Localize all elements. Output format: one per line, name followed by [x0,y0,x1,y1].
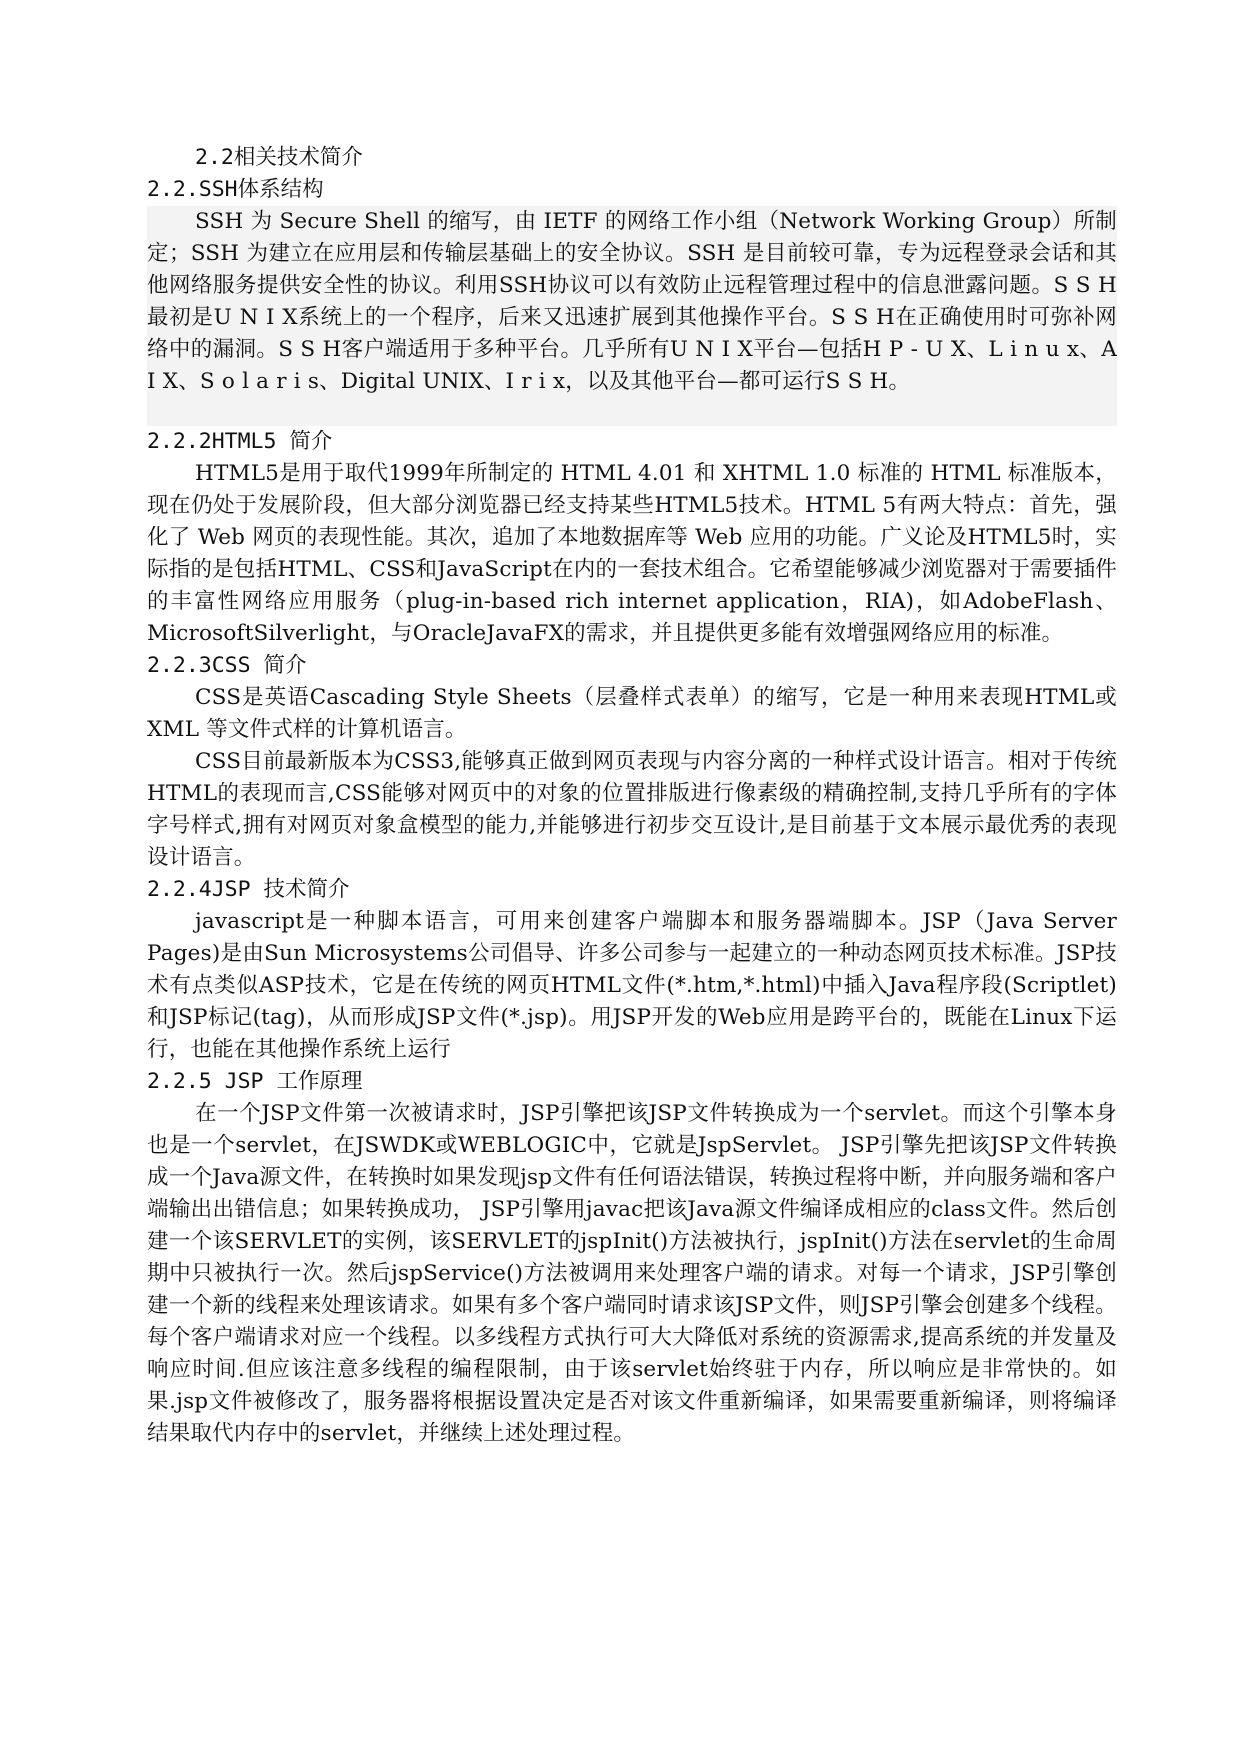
section-heading-ssh: 2.2.SSH体系结构 [147,177,324,202]
jsp-principle-paragraph: 在一个JSP文件第一次被请求时，JSP引擎把该JSP文件转换成为一个servlet。而这个引擎本身也是一个servlet，在JSWDK或WEBLOGIC中，它就是JspServlet。 JSP引擎先把该JSP文件转换成一个Java源文件，在转换时如果发现jsp文件有任何语法错误，转换过程将中断，并向服务端和客户端输出出错信息；如果转换成功， JSP引擎用javac把该Java源文件编译成相应的class文件。然后创建一个该SERVLET的实例，该SERVLET的jspInit()方法被执行，jspInit()方法在servlet的生命周期中只被执行一次。然后jspService()方法被调用来处理客户端的请求。对每一个请求，JSP引擎创建一个新的线程来处理该请求。如果有多个客户端同时请求该JSP文件，则JSP引擎会创建多个线程。每个客户端请求对应一个线程。以多线程方式执行可大大降低对系统的资源需求,提高系统的并发量及响应时间.但应该注意多线程的编程限制，由于该servlet始终驻于内存，所以响应是非常快的。如果.jsp文件被修改了，服务器将根据设置决定是否对该文件重新编译，如果需要重新编译，则将编译结果取代内存中的servlet，并继续上述处理过程。 [147,1101,1117,1446]
section-heading-jsp: 2.2.4JSP 技术简介 [147,877,350,902]
section-heading-css: 2.2.3CSS 简介 [147,653,307,678]
css-paragraph-2: CSS目前最新版本为CSS3,能够真正做到网页表现与内容分离的一种样式设计语言。相对于传统HTML的表现而言,CSS能够对网页中的对象的位置排版进行像素级的精确控制,支持几乎所有的字体字号样式,拥有对网页对象盒模型的能力,并能够进行初步交互设计,是目前基于文本展示最优秀的表现设计语言。 [147,749,1117,870]
ssh-highlight-block [147,206,1117,426]
jsp-paragraph: javascript是一种脚本语言，可用来创建客户端脚本和服务器端脚本。JSP（Java Server Pages)是由Sun Microsystems公司倡导、许多公司参与一起建立的一种动态网页技术标准。JSP技术有点类似ASP技术，它是在传统的网页HTML文件(*.htm,*.html)中插入Java程序段(Scriptlet)和JSP标记(tag)，从而形成JSP文件(*.jsp)。用JSP开发的Web应用是跨平台的，既能在Linux下运行，也能在其他操作系统上运行 [147,909,1117,1062]
document-body [147,142,1117,1450]
ssh-paragraph: SSH 为 Secure Shell 的缩写，由 IETF 的网络工作小组（Network Working Group）所制定；SSH 为建立在应用层和传输层基础上的安全协议。SSH 是目前较可靠，专为远程登录会话和其他网络服务提供安全性的协议。利用SSH协议可以有效防止远程管理过程中的信息泄露问题。S S H最初是U N I X系统上的一个程序，后来又迅速扩展到其他操作平台。S S H在正确使用时可弥补网络中的漏洞。S S H客户端适用于多种平台。几乎所有U N I X平台—包括H P - U X、L i n u x、A I X、S o l a r i s、Digital UNIX、I r i x，以及其他平台—都可运行S S H。 [147,209,1117,394]
section-heading-jsp-principle: 2.2.5 JSP 工作原理 [147,1069,363,1094]
section-heading-html5: 2.2.2HTML5 简介 [147,429,333,454]
css-paragraph-1: CSS是英语Cascading Style Sheets（层叠样式表单）的缩写，它是一种用来表现HTML或 XML 等文件式样的计算机语言。 [147,685,1117,742]
main-heading: 2.2相关技术简介 [195,145,363,170]
html5-paragraph: HTML5是用于取代1999年所制定的 HTML 4.01 和 XHTML 1.0 标准的 HTML 标准版本，现在仍处于发展阶段，但大部分浏览器已经支持某些HTML5技术。HTML 5有两大特点：首先，强化了 Web 网页的表现性能。其次，追加了本地数据库等 Web 应用的功能。广义论及HTML5时，实际指的是包括HTML、CSS和JavaScript在内的一套技术组合。它希望能够减少浏览器对于需要插件的丰富性网络应用服务（plug-in-based rich internet application，RIA)，如AdobeFlash、MicrosoftSilverlight，与OracleJavaFX的需求，并且提供更多能有效增强网络应用的标准。 [147,461,1117,646]
